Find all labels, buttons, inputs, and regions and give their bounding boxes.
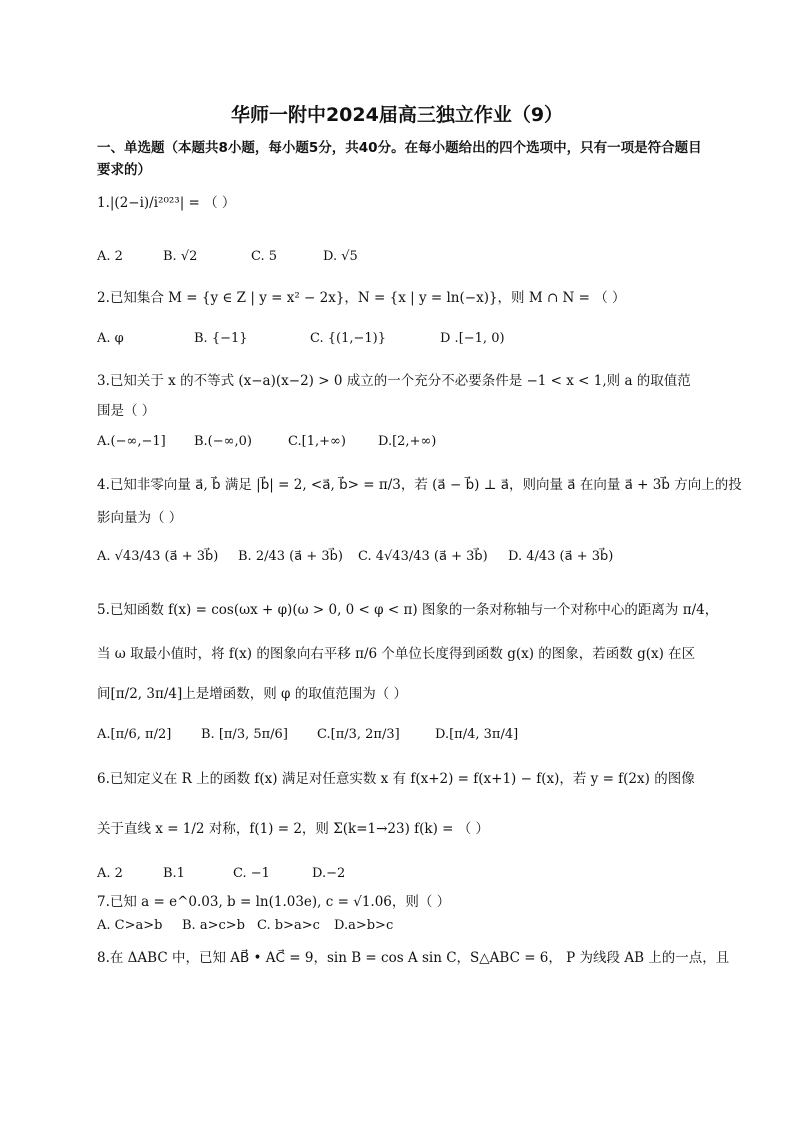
question-1-stem: 1.|(2−i)/i²⁰²³| = （ ） — [97, 195, 236, 211]
question-7-option-a: A. C>a>b — [97, 918, 163, 933]
question-2-option-c: C. {(1,−1)} — [310, 331, 387, 346]
question-1-option-b: B. √2 — [163, 249, 198, 264]
question-4-stem-line-1: 4.已知非零向量 a⃗, b⃗ 满足 |b⃗| = 2, <a⃗, b⃗> = π/3，若 (a⃗ − b⃗) ⊥ a⃗，则向量 a⃗ 在向量 a⃗ + 3b⃗ 方向上的投 — [97, 477, 742, 493]
question-6-option-b: B.1 — [163, 866, 185, 881]
question-4-option-a: A. √43/43 (a⃗ + 3b⃗) — [97, 549, 219, 564]
question-5-option-c: C.[π/3, 2π/3] — [317, 727, 400, 742]
question-6-option-a: A. 2 — [97, 866, 123, 881]
question-2-option-a: A. φ — [97, 331, 124, 346]
section-heading: 一、单选题（本题共8小题，每小题5分，共40分。在每小题给出的四个选项中，只有一项是符合题目要求的） — [97, 140, 702, 178]
question-7-option-b: B. a>c>b — [182, 918, 245, 933]
question-4-stem-line-2: 影向量为（ ） — [97, 510, 183, 526]
question-2-stem: 2.已知集合 M = {y ∈ Z | y = x² − 2x}，N = {x | y = ln(−x)}，则 M ∩ N = （ ） — [97, 290, 626, 306]
question-5-stem-line-1: 5.已知函数 f(x) = cos(ωx + φ)(ω > 0, 0 < φ < π) 图象的一条对称轴与一个对称中心的距离为 π/4， — [97, 602, 719, 618]
question-2-option-b: B. {−1} — [194, 331, 248, 346]
question-5-option-a: A.[π/6, π/2] — [97, 727, 172, 742]
question-5-option-b: B. [π/3, 5π/6] — [201, 727, 288, 742]
question-1-option-d: D. √5 — [323, 249, 358, 264]
question-4-option-b: B. 2/43 (a⃗ + 3b⃗) — [238, 549, 343, 564]
question-3-stem-line-2: 围是（ ） — [97, 403, 156, 419]
question-1-option-a: A. 2 — [97, 249, 123, 264]
question-7-option-c: C. b>a>c — [257, 918, 320, 933]
question-2-option-d: D .[−1, 0) — [440, 331, 505, 346]
question-3-option-a: A.(−∞,−1] — [97, 434, 166, 449]
question-5-stem-line-2: 当 ω 取最小值时，将 f(x) 的图象向右平移 π/6 个单位长度得到函数 g(x) 的图象，若函数 g(x) 在区 — [97, 646, 696, 662]
question-5-option-d: D.[π/4, 3π/4] — [435, 727, 519, 742]
question-3-option-d: D.[2,+∞) — [378, 434, 437, 449]
question-5-stem-line-3: 间[π/2, 3π/4]上是增函数，则 φ 的取值范围为（ ） — [97, 686, 408, 702]
question-3-option-c: C.[1,+∞) — [288, 434, 346, 449]
question-6-stem-line-1: 6.已知定义在 R 上的函数 f(x) 满足对任意实数 x 有 f(x+2) = f(x+1) − f(x)，若 y = f(2x) 的图像 — [97, 771, 695, 787]
question-4-option-c: C. 4√43/43 (a⃗ + 3b⃗) — [358, 549, 488, 564]
question-7-option-d: D.a>b>c — [334, 918, 394, 933]
question-6-option-c: C. −1 — [233, 866, 270, 881]
question-6-option-d: D.−2 — [312, 866, 346, 881]
question-3-option-b: B.(−∞,0) — [194, 434, 252, 449]
question-8-stem: 8.在 ΔABC 中，已知 AB⃗ • AC⃗ = 9，sin B = cos A sin C，S△ABC = 6， P 为线段 AB 上的一点，且 — [97, 950, 730, 966]
question-7-stem: 7.已知 a = e^0.03, b = ln(1.03e), c = √1.06，则（ ） — [97, 894, 451, 910]
question-3-stem-line-1: 3.已知关于 x 的不等式 (x−a)(x−2) > 0 成立的一个充分不必要条件是 −1 < x < 1,则 a 的取值范 — [97, 373, 691, 389]
page-title: 华师一附中2024届高三独立作业（9） — [230, 104, 564, 126]
question-6-stem-line-2: 关于直线 x = 1/2 对称，f(1) = 2，则 Σ(k=1→23) f(k) = （ ） — [97, 821, 490, 837]
question-4-option-d: D. 4/43 (a⃗ + 3b⃗) — [508, 549, 614, 564]
question-1-option-c: C. 5 — [251, 249, 278, 264]
